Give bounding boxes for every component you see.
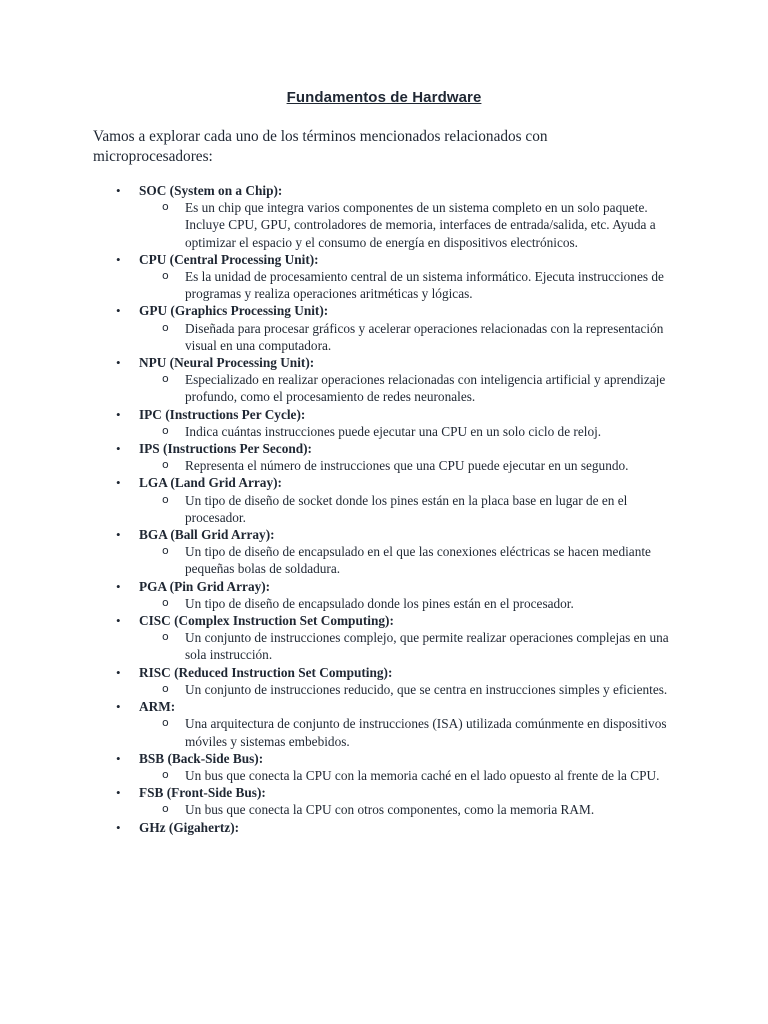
list-item-term: • BSB (Back-Side Bus): bbox=[0, 750, 768, 767]
list-item-description: o Un bus que conecta la CPU con otros componentes, como la memoria RAM. bbox=[0, 801, 675, 818]
intro-paragraph: Vamos a explorar cada uno de los términos mencionados relacionados con microprocesadores: bbox=[93, 128, 548, 165]
term-list bbox=[0, 182, 768, 836]
list-item-description: o Un conjunto de instrucciones reducido, que se centra en instrucciones simples y eficientes. bbox=[0, 681, 675, 698]
list-item-term: • CISC (Complex Instruction Set Computing): bbox=[0, 612, 768, 629]
list-item-description: o Un tipo de diseño de socket donde los pines están en la placa base en lugar de en el procesador. bbox=[0, 492, 675, 526]
list-item-term: • FSB (Front-Side Bus): bbox=[0, 784, 768, 801]
list-item-description: o Especializado en realizar operaciones relacionadas con inteligencia artificial y aprendizaje profundo, como el procesamiento de redes neuronales. bbox=[0, 371, 675, 405]
list-item-description: o Es un chip que integra varios componentes de un sistema completo en un solo paquete. Incluye CPU, GPU, controladores de memoria, interfaces de entrada/salida, etc. Ayuda a optimizar el espacio y el consumo de energía en dispositivos electrónicos. bbox=[0, 199, 675, 251]
list-item-term: • GHz (Gigahertz): bbox=[0, 819, 768, 836]
list-item-term: • NPU (Neural Processing Unit): bbox=[0, 354, 768, 371]
list-item-term: • SOC (System on a Chip): bbox=[0, 182, 768, 199]
list-item-term: • RISC (Reduced Instruction Set Computing): bbox=[0, 664, 768, 681]
list-item-term: • LGA (Land Grid Array): bbox=[0, 474, 768, 491]
list-item-description: o Un tipo de diseño de encapsulado en el que las conexiones eléctricas se hacen mediante pequeñas bolas de soldadura. bbox=[0, 543, 675, 577]
list-item-term: • PGA (Pin Grid Array): bbox=[0, 578, 768, 595]
list-item-description: o Un conjunto de instrucciones complejo, que permite realizar operaciones complejas en una sola instrucción. bbox=[0, 629, 675, 663]
list-item-description: o Es la unidad de procesamiento central de un sistema informático. Ejecuta instrucciones de programas y realiza operaciones aritméticas y lógicas. bbox=[0, 268, 675, 302]
list-item-description: o Un tipo de diseño de encapsulado donde los pines están en el procesador. bbox=[0, 595, 675, 612]
list-item-description: o Representa el número de instrucciones que una CPU puede ejecutar en un segundo. bbox=[0, 457, 675, 474]
list-item-term: • BGA (Ball Grid Array): bbox=[0, 526, 768, 543]
list-item-term: • ARM: bbox=[0, 698, 768, 715]
list-item-term: • IPC (Instructions Per Cycle): bbox=[0, 406, 768, 423]
page-title: Fundamentos de Hardware bbox=[286, 89, 482, 106]
list-item-description: o Indica cuántas instrucciones puede ejecutar una CPU en un solo ciclo de reloj. bbox=[0, 423, 675, 440]
list-item-description: o Diseñada para procesar gráficos y acelerar operaciones relacionadas con la representación visual en una computadora. bbox=[0, 320, 675, 354]
list-item-description: o Una arquitectura de conjunto de instrucciones (ISA) utilizada comúnmente en dispositivos móviles y sistemas embebidos. bbox=[0, 715, 675, 749]
list-item-description: o Un bus que conecta la CPU con la memoria caché en el lado opuesto al frente de la CPU. bbox=[0, 767, 675, 784]
list-item-term: • IPS (Instructions Per Second): bbox=[0, 440, 768, 457]
list-item-term: • CPU (Central Processing Unit): bbox=[0, 251, 768, 268]
list-item-term: • GPU (Graphics Processing Unit): bbox=[0, 302, 768, 319]
